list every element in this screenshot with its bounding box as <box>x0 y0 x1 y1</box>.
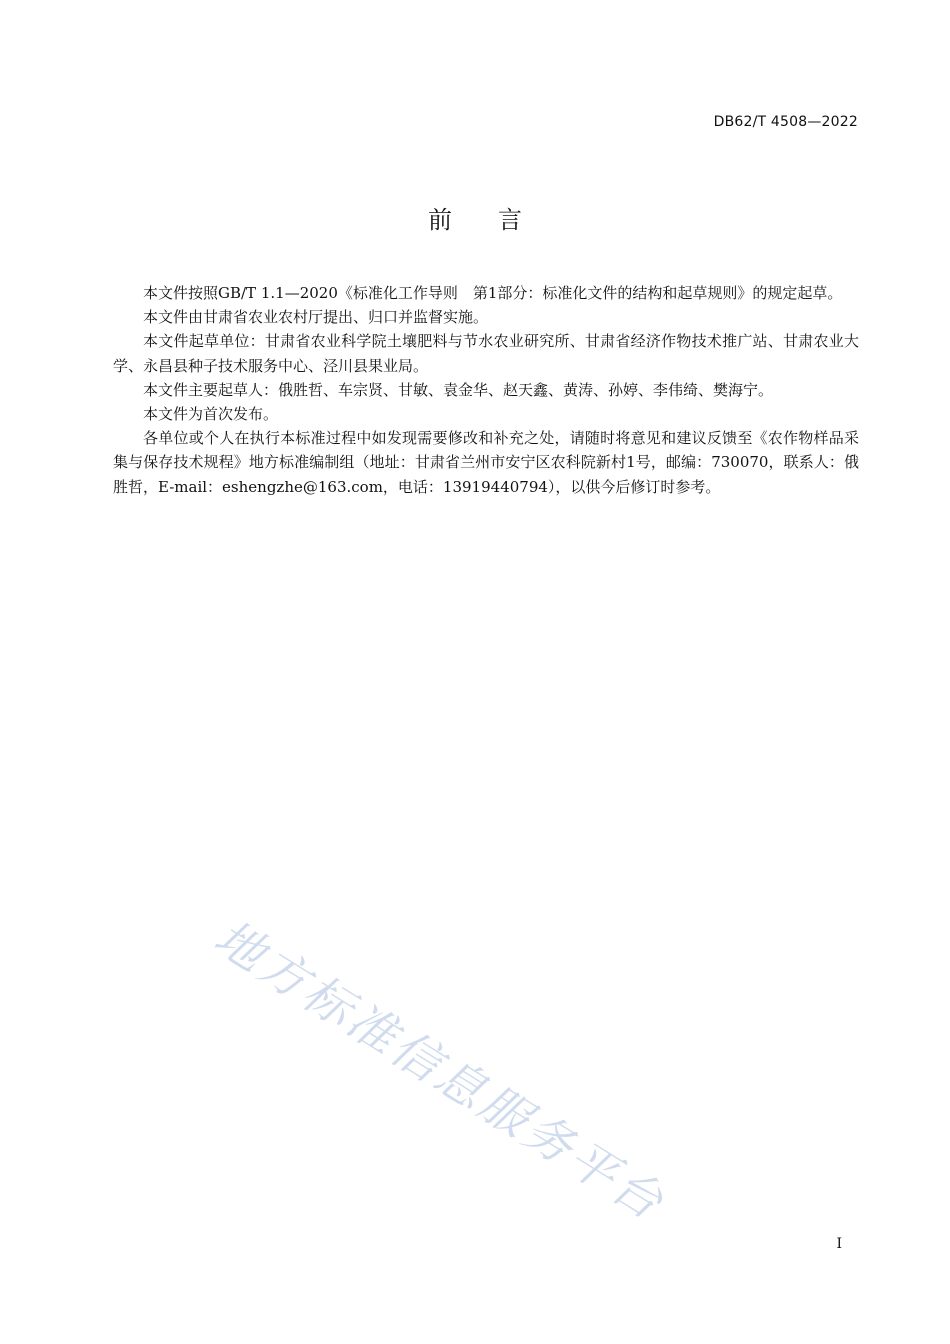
paragraph-drafting-rules: 本文件按照GB/T 1.1—2020《标准化工作导则 第1部分：标准化文件的结构和起草规则》的规定起草。 <box>143 284 843 302</box>
paragraph-feedback: 各单位或个人在执行本标准过程中如发现需要修改和补充之处，请随时将意见和建议反馈至《农作物样品采集与保存技术规程》地方标准编制组（地址：甘肃省兰州市安宁区农科院新村1号，邮编：730070，联系人：俄胜哲，E-mail：eshengzhe@163.com，电话：13919440794），以供今后修订时参考。 <box>113 429 859 496</box>
foreword-body <box>113 281 859 499</box>
paragraph-drafting-units: 本文件起草单位：甘肃省农业科学院土壤肥料与节水农业研究所、甘肃省经济作物技术推广站、甘肃农业大学、永昌县种子技术服务中心、泾川县果业局。 <box>113 332 859 375</box>
watermark: 地方标准信息服务平台 <box>204 909 676 1233</box>
paragraph-main-drafters: 本文件主要起草人：俄胜哲、车宗贤、甘敏、袁金华、赵天鑫、黄涛、孙婷、李伟绮、樊海宁。 <box>143 380 774 399</box>
document-code: DB62/T 4508—2022 <box>713 114 858 130</box>
paragraph-proposer: 本文件由甘肃省农业农村厅提出、归口并监督实施。 <box>143 308 489 327</box>
page-title: 前言 <box>428 206 568 234</box>
page-number: I <box>836 1236 842 1252</box>
paragraph-first-release: 本文件为首次发布。 <box>143 405 279 424</box>
